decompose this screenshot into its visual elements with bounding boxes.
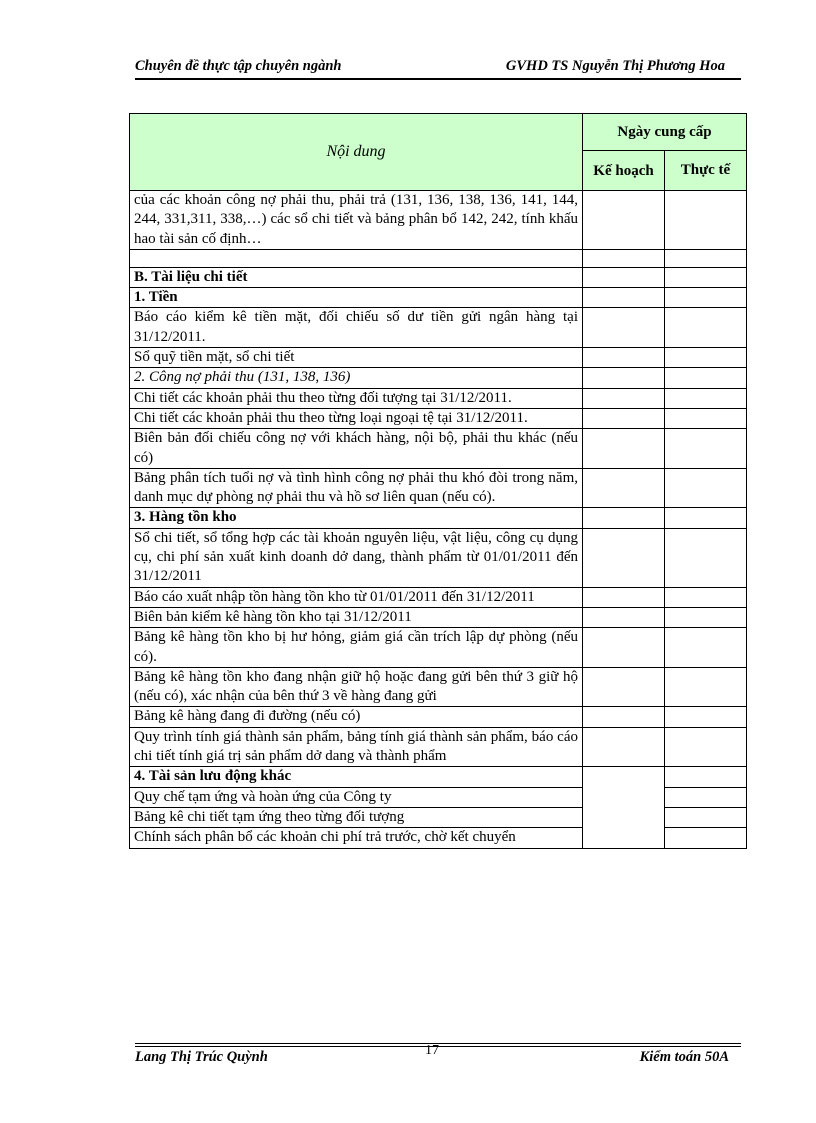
page-footer (135, 1043, 741, 1067)
table-header-row (130, 114, 747, 151)
col-header-noi-dung: Nội dung (130, 114, 583, 191)
table-row (130, 667, 747, 707)
row-text: Chi tiết các khoản phải thu theo từng loại ngoại tệ tại 31/12/2011. (130, 408, 583, 428)
table-row (130, 288, 747, 308)
footer-class: Kiểm toán 50A (639, 1049, 729, 1065)
table-row (130, 191, 747, 250)
row-text: Sổ quỹ tiền mặt, sổ chi tiết (130, 348, 583, 368)
table-row (130, 348, 747, 368)
section-heading: B. Tài liệu chi tiết (130, 267, 583, 287)
section-heading: 2. Công nợ phải thu (131, 138, 136) (130, 368, 583, 388)
table-row (130, 468, 747, 508)
table-row (130, 508, 747, 528)
col-header-ngay-cung-cap: Ngày cung cấp (583, 114, 747, 151)
row-text: Bảng kê hàng đang đi đường (nếu có) (130, 707, 583, 727)
table-row (130, 587, 747, 607)
page-header (135, 58, 741, 78)
table-row (130, 249, 747, 267)
table-row (130, 368, 747, 388)
row-text: Chi tiết các khoản phải thu theo từng đối tượng tại 31/12/2011. (130, 388, 583, 408)
table-row (130, 388, 747, 408)
row-text: Quy chế tạm ứng và hoàn ứng của Công ty (130, 787, 583, 807)
row-text: Quy trình tính giá thành sản phẩm, bảng tính giá thành sản phẩm, báo cáo chi tiết tính giá trị sản phẩm dở dang và thành phẩm (130, 727, 583, 767)
row-text: Báo cáo kiểm kê tiền mặt, đối chiếu số dư tiền gửi ngân hàng tại 31/12/2011. (130, 308, 583, 348)
table-row (130, 607, 747, 627)
row-text: Bảng kê hàng tồn kho đang nhận giữ hộ hoặc đang gửi bên thứ 3 giữ hộ (nếu có), xác nhận của bên thứ 3 về hàng đang gửi (130, 667, 583, 707)
table-row (130, 767, 747, 787)
row-text (130, 249, 583, 267)
section-heading: 3. Hàng tồn kho (130, 508, 583, 528)
table-row (130, 429, 747, 469)
header-rule (135, 78, 741, 80)
table-row (130, 707, 747, 727)
row-text: Biên bản đối chiếu công nợ với khách hàng, nội bộ, phải thu khác (nếu có) (130, 429, 583, 469)
table-row (130, 408, 747, 428)
header-advisor: GVHD TS Nguyễn Thị Phương Hoa (505, 58, 725, 74)
table-row (130, 308, 747, 348)
header-course-title: Chuyên đề thực tập chuyên ngành (135, 58, 342, 74)
row-text: của các khoản công nợ phải thu, phải trả (131, 136, 138, 136, 141, 144, 244, 331,311, 338,…) các sổ chi tiết và bảng phân bổ 142, 242, tính khấu hao tài sản cố định… (130, 191, 583, 250)
row-text: Bảng phân tích tuổi nợ và tình hình công nợ phải thu khó đòi trong năm, danh mục dự phòng nợ phải thu và hồ sơ liên quan (nếu có). (130, 468, 583, 508)
row-text: Sổ chi tiết, sổ tổng hợp các tài khoản nguyên liệu, vật liệu, công cụ dụng cụ, chi phí sản xuất kinh doanh dở dang, thành phẩm từ 01/01/2011 đến 31/12/2011 (130, 528, 583, 587)
row-text: Bảng kê hàng tồn kho bị hư hỏng, giảm giá cần trích lập dự phòng (nếu có). (130, 628, 583, 668)
col-header-ke-hoach: Kế hoạch (583, 151, 665, 191)
table-row (130, 528, 747, 587)
col-header-thuc-te: Thực tế (665, 151, 747, 191)
row-text: Chính sách phân bổ các khoản chi phí trả trước, chờ kết chuyển (130, 828, 583, 848)
document-table (129, 113, 747, 849)
section-heading: 1. Tiền (130, 288, 583, 308)
table-row (130, 727, 747, 767)
table-row (130, 267, 747, 287)
row-text: Biên bản kiểm kê hàng tồn kho tại 31/12/2011 (130, 607, 583, 627)
footer-author: Lang Thị Trúc Quỳnh (135, 1049, 268, 1065)
row-text: Báo cáo xuất nhập tồn hàng tồn kho từ 01/01/2011 đến 31/12/2011 (130, 587, 583, 607)
section-heading: 4. Tài sản lưu động khác (130, 767, 583, 787)
page-number: 17 (425, 1043, 439, 1058)
row-text: Bảng kê chi tiết tạm ứng theo từng đối tượng (130, 807, 583, 827)
table-row (130, 628, 747, 668)
